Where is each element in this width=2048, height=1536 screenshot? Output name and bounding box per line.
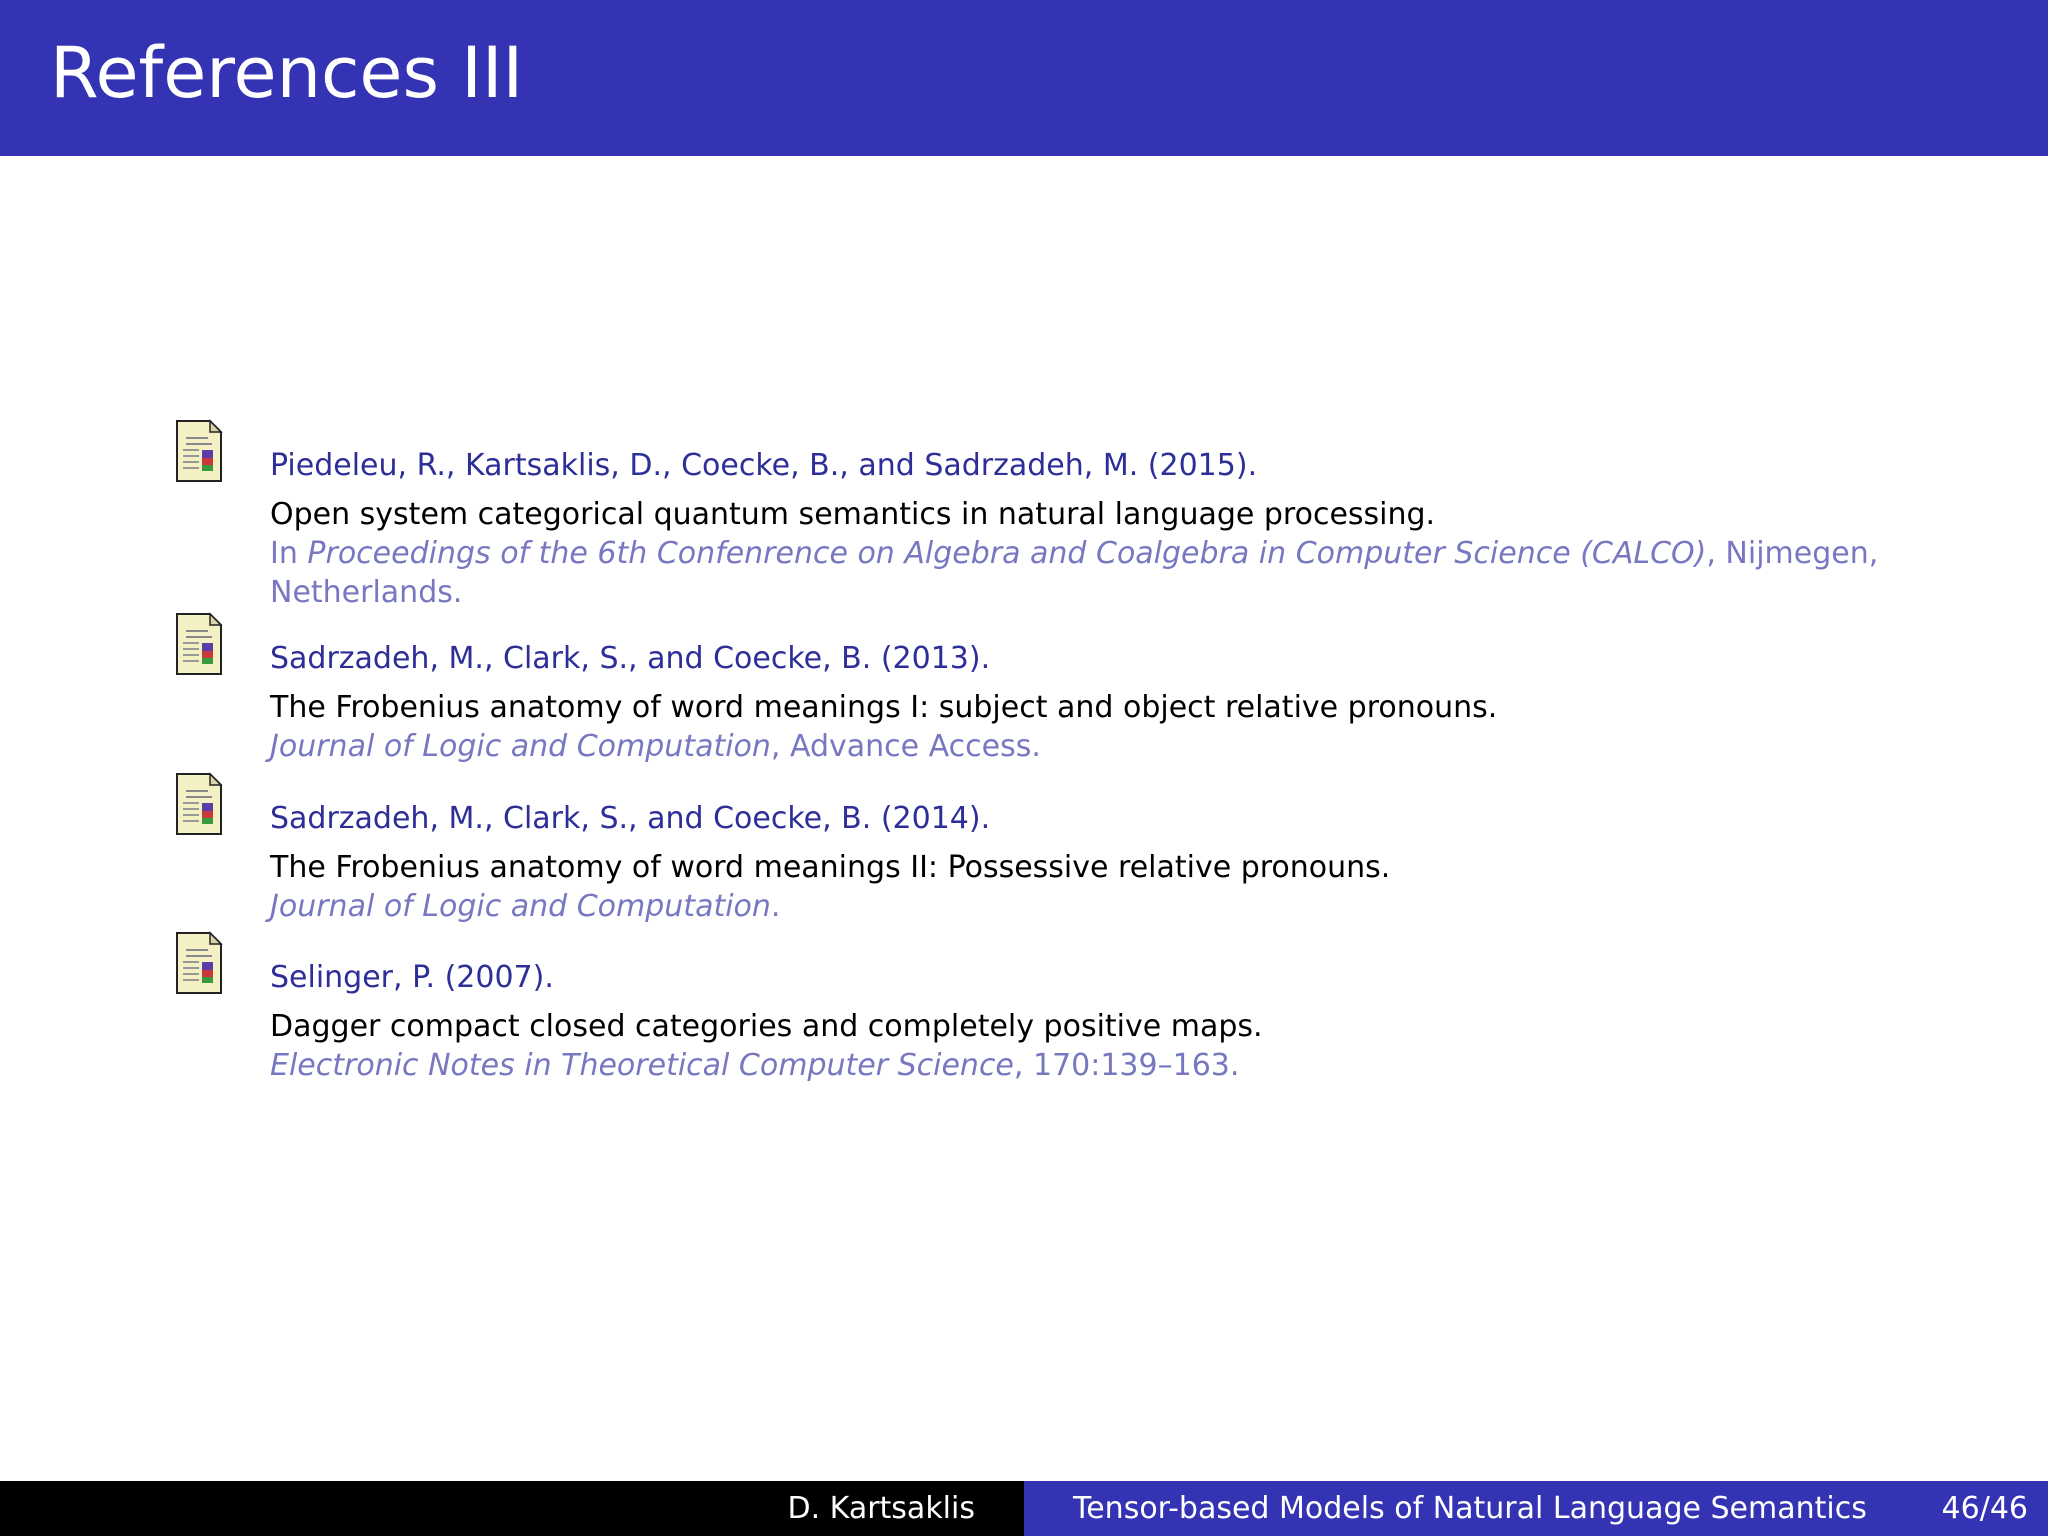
reference-venue: Journal of Logic and Computation: [270, 729, 771, 764]
reference-authors: Piedeleu, R., Kartsaklis, D., Coecke, B., and Sadrzadeh, M. (2015).: [270, 448, 1258, 483]
slide-title: References III: [50, 32, 524, 114]
reference-source-text: Netherlands.: [270, 575, 463, 610]
footer-title-panel: [1024, 1481, 2048, 1536]
article-icon: [174, 931, 224, 995]
reference-authors: Selinger, P. (2007).: [270, 960, 554, 995]
reference-source: [270, 534, 1878, 573]
reference-title: The Frobenius anatomy of word meanings I: subject and object relative pronouns.: [270, 690, 1498, 725]
reference-source: [270, 727, 1041, 766]
reference-authors: Sadrzadeh, M., Clark, S., and Coecke, B. (2013).: [270, 641, 991, 676]
reference-source-text: , Nijmegen,: [1706, 536, 1879, 571]
article-icon: [174, 612, 224, 676]
reference-source-text: , Advance Access.: [770, 729, 1041, 764]
reference-venue: Proceedings of the 6th Confenrence on Algebra and Coalgebra in Computer Science (CALCO): [307, 536, 1707, 571]
reference-source-text: In: [270, 536, 308, 571]
reference-source-text: .: [770, 889, 781, 924]
footer-author-panel: [0, 1481, 1024, 1536]
reference-venue: Electronic Notes in Theoretical Computer Science: [270, 1048, 1014, 1083]
article-icon: [174, 772, 224, 836]
reference-title: Open system categorical quantum semantics in natural language processing.: [270, 497, 1436, 532]
reference-source: [270, 887, 780, 926]
reference-authors: Sadrzadeh, M., Clark, S., and Coecke, B. (2014).: [270, 801, 991, 836]
reference-title: The Frobenius anatomy of word meanings II: Possessive relative pronouns.: [270, 850, 1391, 885]
footer-talk-title: Tensor-based Models of Natural Language Semantics: [1073, 1491, 1867, 1526]
slide-header: [0, 0, 2048, 156]
reference-title: Dagger compact closed categories and completely positive maps.: [270, 1009, 1263, 1044]
reference-source: [270, 573, 462, 612]
slide-footer: [0, 1481, 2048, 1536]
reference-source: [270, 1046, 1239, 1085]
reference-source-text: , 170:139–163.: [1013, 1048, 1240, 1083]
footer-page-number: 46/46: [1941, 1491, 2028, 1526]
article-icon: [174, 419, 224, 483]
footer-author: D. Kartsaklis: [787, 1491, 975, 1526]
reference-venue: Journal of Logic and Computation: [270, 889, 771, 924]
